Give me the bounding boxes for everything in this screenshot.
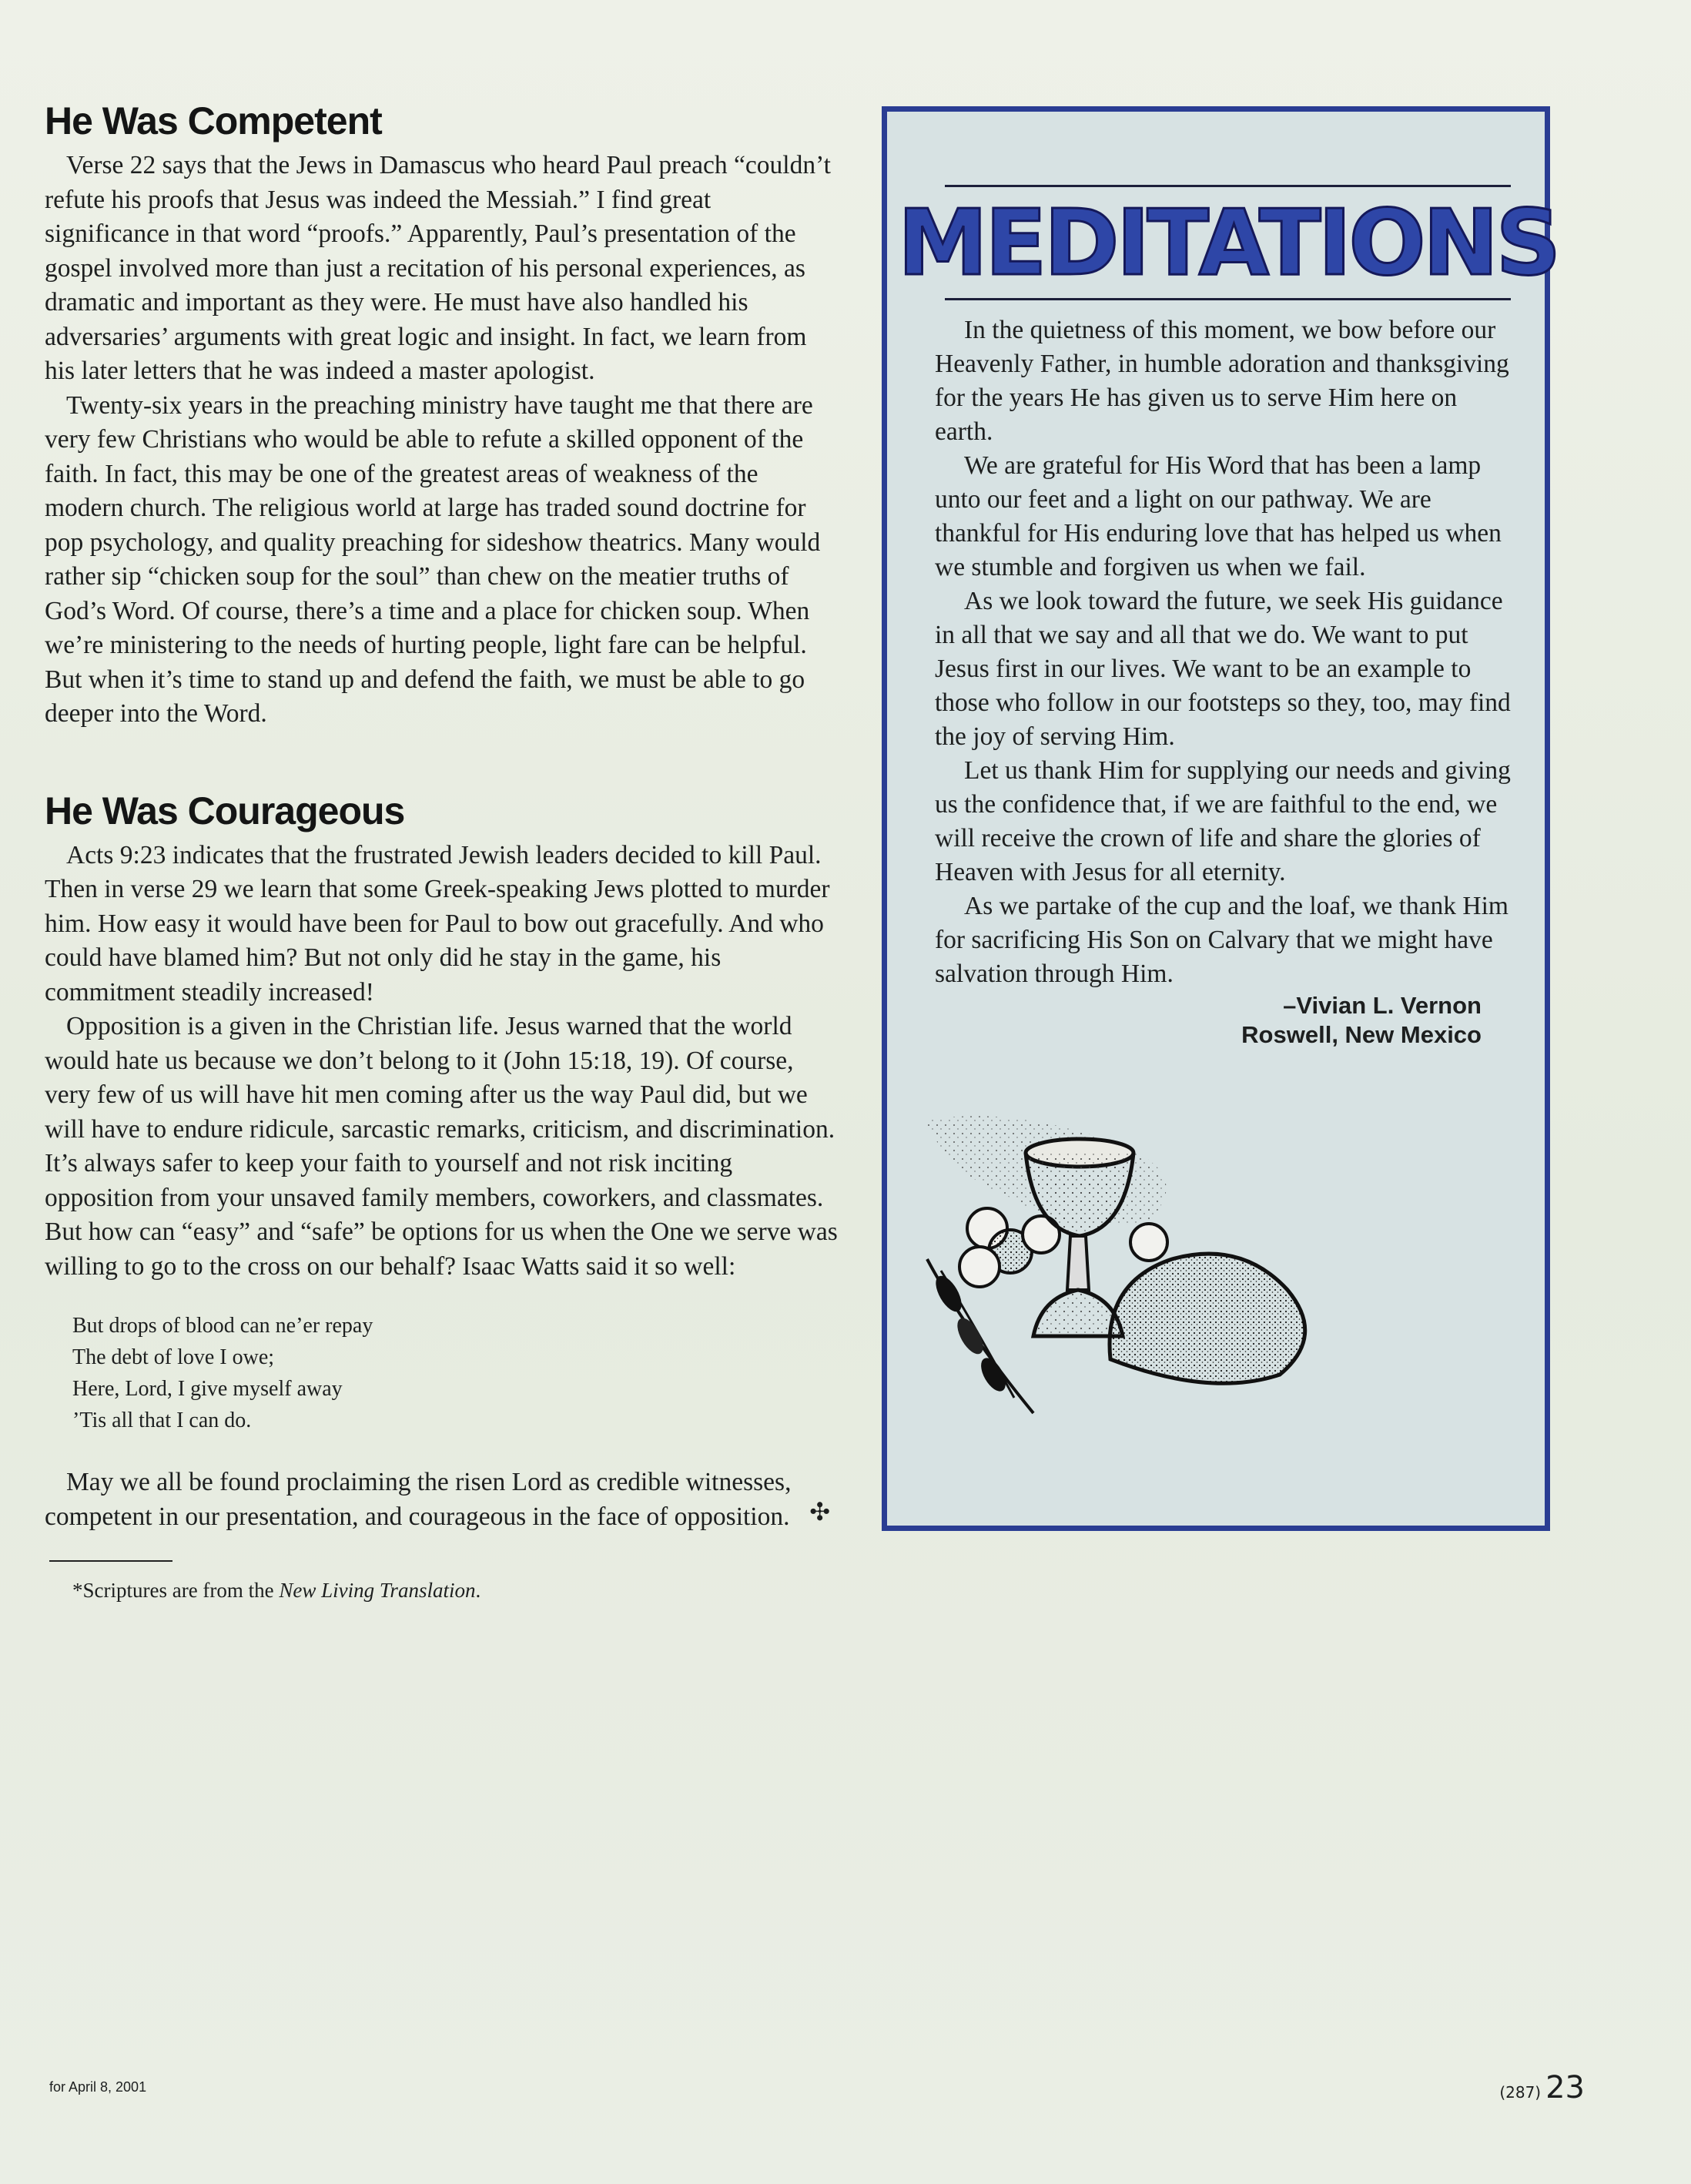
article-paragraph: Opposition is a given in the Christian life. Jesus warned that the world would hate us because we don’t belong to it (John 15:18, 19). Of course, very few of us will have hit men coming after us the way Paul did, but we will have to endure ridicule, sarcastic remarks, criticism, and discrimination. It’s always safer to keep your faith to yourself and not risk inciting opposition from your unsaved family members, coworkers, and classmates. But how can “easy” and “safe” be options for us when the One we serve was willing to go to the cross on our behalf? Isaac Watts said it so well: <box>45 1012 838 1281</box>
page-footer <box>1499 2070 1585 2105</box>
meditation-paragraph: Let us thank Him for supplying our needs and giving us the confidence that, if we are faithful to the end, we will receive the crown of life and share the glories of Heaven with Jesus for all eternity. <box>935 756 1511 886</box>
article-paragraph: Twenty-six years in the preaching ministry have taught me that there are very few Christians who would be able to refute a skilled opponent of the faith. In fact, this may be one of the greatest areas of weakness of the modern church. The religious world at large has traded sound doctrine for pop psychology, and quality preaching for sideshow theatrics. Many would rather sip “chicken soup for the soul” than chew on the meatier truths of God’s Word. Of course, there’s a time and a place for chicken soup. When we’re ministering to the needs of hurting people, light fare can be helpful. But when it’s time to stand up and defend the faith, we must be able to go deeper into the Word. <box>45 390 821 728</box>
meditations-box <box>882 106 1559 1531</box>
hymn-line: The debt of love I owe; <box>72 1345 275 1369</box>
meditations-title: MEDITATIONS <box>897 189 1559 296</box>
footnote <box>72 1579 838 1603</box>
hymn-line: ’Tis all that I can do. <box>72 1409 252 1432</box>
section-heading-competent: He Was Competent <box>45 99 382 142</box>
hymn-line: Here, Lord, I give myself away <box>72 1377 343 1401</box>
meditation-paragraph: As we partake of the cup and the loaf, we thank Him for sacrificing His Son on Calvary that we might have salvation through Him. <box>935 892 1509 988</box>
folio-number: (287) <box>1499 2083 1542 2102</box>
meditations-text <box>935 313 1512 1050</box>
article-column <box>45 100 838 1603</box>
closing-paragraph: May we all be found proclaiming the risen Lord as credible witnesses, competent in our presentation, and courageous in the face of opposition. <box>45 1468 792 1531</box>
page-number: 23 <box>1545 2070 1585 2105</box>
article-paragraph: Acts 9:23 indicates that the frustrated Jewish leaders decided to kill Paul. Then in verse 29 we learn that some Greek-speaking Jews plotted to murder him. How easy it would have been for Paul to bow out gracefully. And who could have blamed him? But not only did he stay in the game, his commitment steadily increased! <box>45 840 830 1007</box>
article-paragraph: Verse 22 says that the Jews in Damascus who heard Paul preach “couldn’t refute his proofs that Jesus was indeed the Messiah.” I find great significance in that word “proofs.” Apparently, Paul’s presentation of the gospel involved more than just a recitation of his personal experiences, as dramatic and important as they were. He must have also handled his adversaries’ arguments with great logic and insight. In fact, we learn from his later letters that he was indeed a master apologist. <box>45 151 831 385</box>
section-heading-courageous: He Was Courageous <box>45 789 405 832</box>
meditation-author: –Vivian L. Vernon <box>1283 992 1482 1019</box>
communion-illustration <box>918 1105 1349 1490</box>
footnote-title: New Living Translation <box>279 1579 476 1602</box>
meditations-masthead <box>897 185 1559 300</box>
meditation-location: Roswell, New Mexico <box>1241 1021 1482 1048</box>
closing <box>45 1465 838 1534</box>
issue-date: for April 8, 2001 <box>49 2079 147 2095</box>
masthead-rule-bottom <box>945 298 1511 300</box>
meditation-paragraph: In the quietness of this moment, we bow before our Heavenly Father, in humble adoration and thanksgiving for the years He has given us to serve Him here on earth. <box>935 316 1509 446</box>
hymn-quote <box>72 1310 838 1436</box>
end-mark-icon: ✣ <box>809 1497 830 1526</box>
footnote-rule <box>49 1560 172 1562</box>
bread-icon <box>1110 1254 1305 1383</box>
hymn-line: But drops of blood can ne’er repay <box>72 1314 373 1338</box>
meditation-paragraph: We are grateful for His Word that has been a lamp unto our feet and a light on our pathway. We are thankful for His enduring love that has helped us when we stumble and forgiven us when we fail. <box>935 451 1502 581</box>
footnote-prefix: *Scriptures are from the <box>72 1579 280 1602</box>
footnote-suffix: . <box>475 1579 481 1602</box>
meditation-paragraph: As we look toward the future, we seek His guidance in all that we say and all that we do. We want to put Jesus first in our lives. We want to be an example to those who follow in our footsteps so they, too, may find the joy of serving Him. <box>935 587 1511 751</box>
